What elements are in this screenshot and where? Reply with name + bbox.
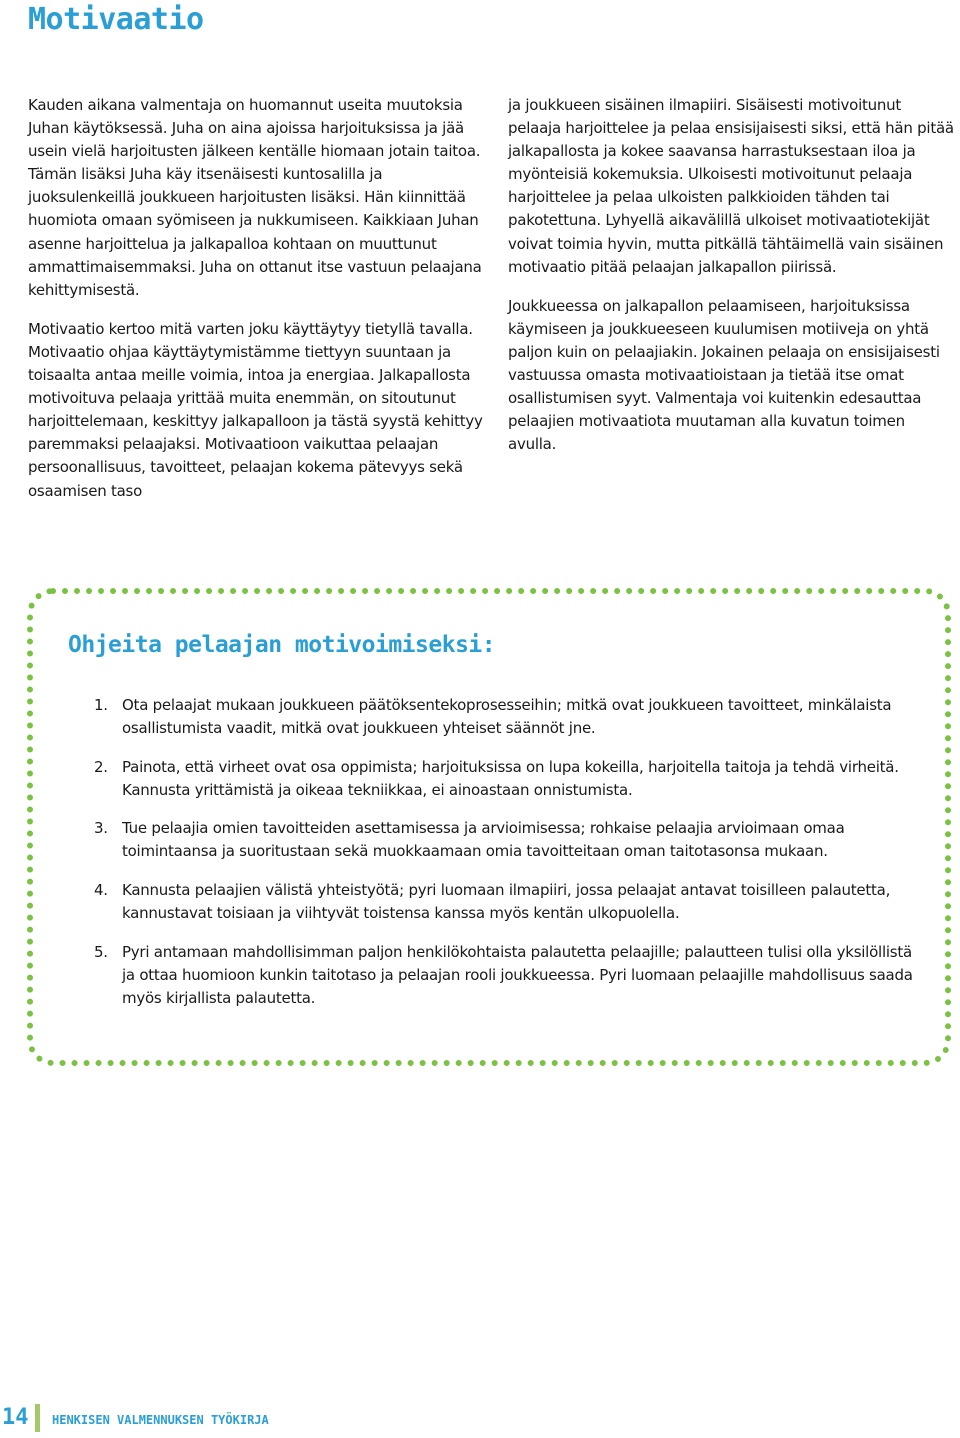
list-item <box>94 879 914 925</box>
tips-list <box>94 694 914 1026</box>
list-item-text: Tue pelaajia omien tavoitteiden asettamisessa ja arvioimisessa; rohkaise pelaajia arvioimaan omaa toimintaansa ja suoritustaan sekä muokkaamaan omia tavoitteitaan oman taitotasonsa mukaan. <box>122 819 845 861</box>
list-item <box>94 694 914 740</box>
list-item <box>94 756 914 802</box>
page-footer <box>0 1398 960 1438</box>
footer-book-title: HENKISEN VALMENNUKSEN TYÖKIRJA <box>52 1413 269 1427</box>
list-item-number: 1. <box>94 696 108 714</box>
body-paragraph: Kauden aikana valmentaja on huomannut useita muutoksia Juhan käytöksessä. Juha on aina ajoissa harjoituksissa ja jää usein vielä harjoitusten jälkeen kentälle hiomaan jotain taitoa. Tämän lisäksi Juha käy itsenäisesti kuntosalilla ja juoksulenkeillä joukkueen harjoitusten lisäksi. Hän kiinnittää huomiota omaan syömiseen ja nukkumiseen. Kaikkiaan Juhan asenne harjoittelua ja jalkapalloa kohtaan on muuttunut ammattimaisemmaksi. Juha on ottanut itse vastuun pelaajana kehittymisestä. <box>28 96 482 299</box>
body-paragraph: Joukkueessa on jalkapallon pelaamiseen, harjoituksissa käymiseen ja joukkueeseen kuulumisen motiiveja on yhtä paljon kuin on pelaajiakin. Jokainen pelaaja on ensisijaisesti vastuussa omasta motivaatioistaan ja tietää itse omat osallistumisen syyt. Valmentaja voi kuitenkin edesauttaa pelaajien motivaatiota muutaman alla kuvatun toimen avulla. <box>508 296 940 454</box>
list-item-text: Ota pelaajat mukaan joukkueen päätöksentekoprosesseihin; mitkä ovat joukkueen tavoitteet, minkälaista osallistumista vaadit, mitkä ovat joukkueen yhteiset säännöt jne. <box>122 696 892 738</box>
body-paragraph: ja joukkueen sisäinen ilmapiiri. Sisäisesti motivoitunut pelaaja harjoittelee ja pelaa ensisijaisesti siksi, että hän pitää jalkapallosta ja kokee saavansa harrastuksestaan iloa ja myönteisiä kokemuksia. Ulkoisesti motivoitunut pelaaja harjoittelee ja pelaa ulkoisten palkkioiden tähden tai pakotettuna. Lyhyellä aikavälillä ulkoiset motivaatiotekijät voivat toimia hyvin, mutta pitkällä tähtäimellä vain sisäinen motivaatio pitää pelaajan jalkapallon piirissä. <box>508 96 954 276</box>
list-item <box>94 817 914 863</box>
list-item-number: 2. <box>94 757 108 776</box>
page-title: Motivaatio <box>28 2 204 37</box>
list-item-text: Painota, että virheet ovat osa oppimista; harjoituksissa on lupa kokeilla, harjoitella taitoja ja tehdä virheitä. Kannusta yrittämistä ja oikeaa tekniikkaa, ei ainoastaan onnistumista. <box>122 757 899 799</box>
list-item-text: Kannusta pelaajien välistä yhteistyötä; pyri luomaan ilmapiiri, jossa pelaajat antavat toisilleen palautetta, kannustavat toisiaan ja viihtyvät toistensa kanssa myös kentän ulkopuolella. <box>122 881 891 923</box>
list-item-text: Pyri antamaan mahdollisimman paljon henkilökohtaista palautetta pelaajille; palautteen tulisi olla yksilöllistä ja ottaa huomioon kunkin taitotaso ja pelaajan rooli joukkueessa. Pyri luomaan pelaajille mahdollisuus saada myös kirjallista palautetta. <box>122 942 913 1007</box>
tips-title: Ohjeita pelaajan motivoimiseksi: <box>68 632 496 658</box>
left-column <box>28 94 484 519</box>
body-paragraph: Motivaatio kertoo mitä varten joku käyttäytyy tietyllä tavalla. Motivaatio ohjaa käyttäytymistämme tiettyyn suuntaan ja toisaalta antaa meille voimia, intoa ja energiaa. Jalkapallosta motivoituva pelaaja yrittää muita enemmän, on sitoutunut harjoittelemaan, keskittyy jalkapalloon ja tästä syystä kehittyy paremmaksi pelaajaksi. Motivaatioon vaikuttaa pelaajan persoonallisuus, tavoitteet, pelaajan kokema pätevyys sekä osaamisen taso <box>28 319 483 500</box>
list-item-number: 5. <box>94 942 108 961</box>
footer-divider <box>35 1404 40 1432</box>
list-item-number: 4. <box>94 881 108 900</box>
right-column <box>508 94 956 472</box>
list-item <box>94 941 914 1010</box>
page-number: 14 <box>2 1405 29 1430</box>
list-item-number: 3. <box>94 819 108 838</box>
